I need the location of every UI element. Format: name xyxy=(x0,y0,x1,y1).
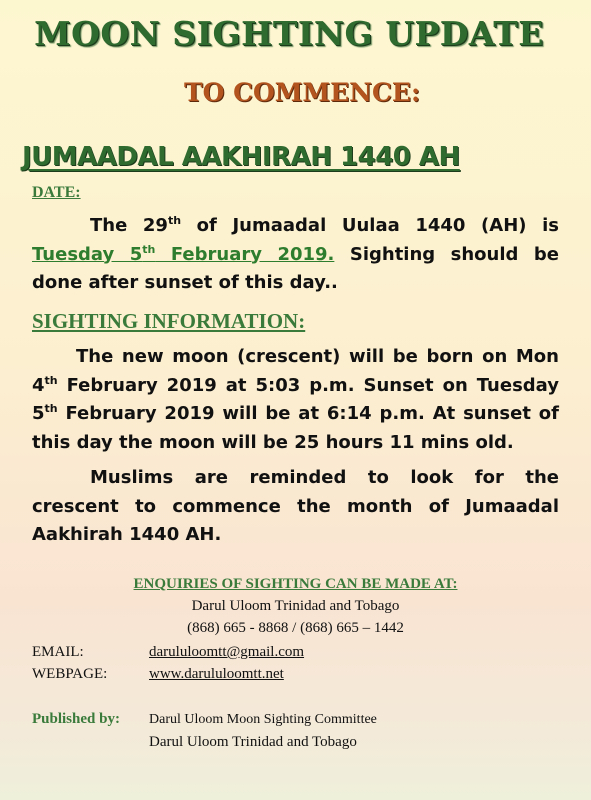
month-title: JUMAADAL AAKHIRAH 1440 AH xyxy=(22,142,460,172)
email-label: EMAIL: xyxy=(32,644,84,660)
published-label: Published by: xyxy=(32,711,120,727)
commence-subtitle: TO COMMENCE: xyxy=(184,78,421,107)
webpage-label: WEBPAGE: xyxy=(32,666,108,682)
date-paragraph: The 29th of Jumaadal Uulaa 1440 (AH) is Tuesday 5th February 2019. Sighting should be done after sunset of this day.. xyxy=(32,214,559,293)
enquiries-phones: (868) 665 - 8868 / (868) 665 – 1442 xyxy=(187,620,404,636)
published-line2: Darul Uloom Trinidad and Tobago xyxy=(149,734,357,750)
webpage-link[interactable]: www.darululoomtt.net xyxy=(149,666,284,682)
date-heading: DATE: xyxy=(32,184,81,201)
published-line1: Darul Uloom Moon Sighting Committee xyxy=(149,712,377,727)
sighting-info-heading: SIGHTING INFORMATION: xyxy=(32,309,306,333)
reminder-paragraph: Muslims are reminded to look for the crescent to commence the month of Jumaadal Aakhirah 1440 AH. xyxy=(32,467,559,545)
main-title: MOON SIGHTING UPDATE xyxy=(34,14,544,53)
enquiries-org: Darul Uloom Trinidad and Tobago xyxy=(191,598,400,614)
email-link[interactable]: darululoomtt@gmail.com xyxy=(149,644,305,660)
sighting-date: Tuesday 5th February 2019. xyxy=(32,242,335,265)
sighting-paragraph: The new moon (crescent) will be born on Mon 4th February 2019 at 5:03 p.m. Sunset on Tuesday 5th February 2019 will be at 6:14 p.m. At sunset of this day the moon will be 25 hours 11 mins old. xyxy=(32,346,559,453)
enquiries-heading: ENQUIRIES OF SIGHTING CAN BE MADE AT: xyxy=(133,576,458,592)
